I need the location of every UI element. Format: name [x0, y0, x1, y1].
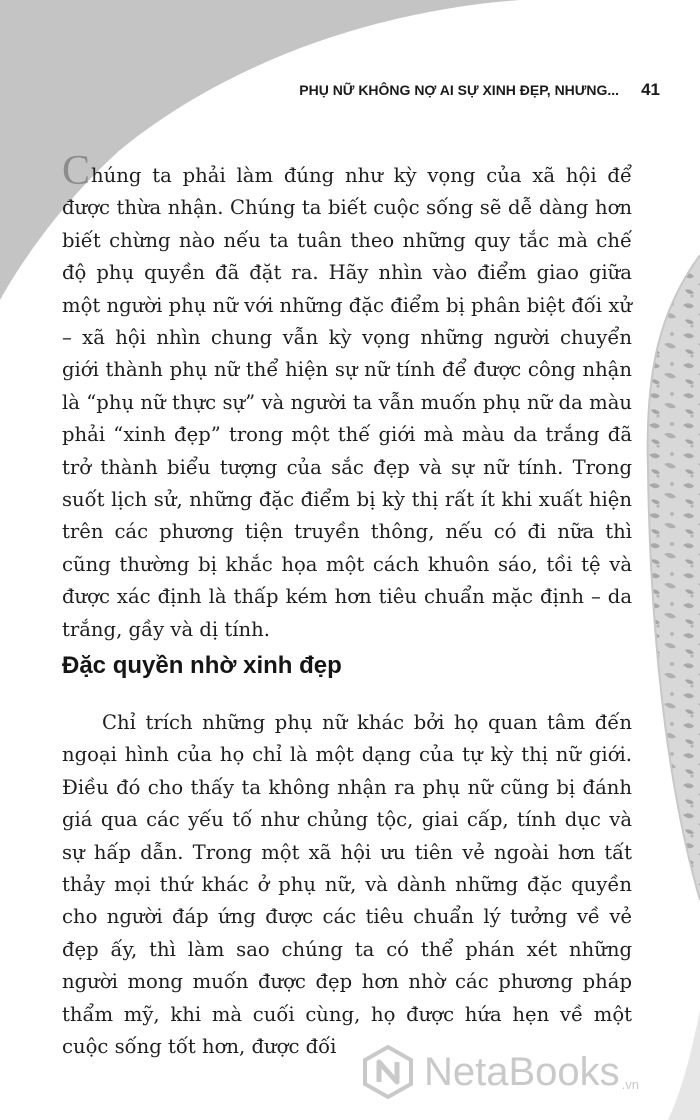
running-title: PHỤ NỮ KHÔNG NỢ AI SỰ XINH ĐẸP, NHƯNG...	[299, 82, 620, 98]
page-number: 41	[641, 80, 660, 99]
drop-cap: C	[62, 148, 91, 194]
section-body	[62, 707, 632, 1063]
opening-paragraph-text: húng ta phải làm đúng như kỳ vọng của xã hội để được thừa nhận. Chúng ta biết cuộc sống sẽ dễ dàng hơn biết chừng nào nếu ta tuân theo những quy tắc mà chế độ phụ quyền đã đặt ra. Hãy nhìn vào điểm giao giữa một người phụ nữ với những đặc điểm bị phân biệt đối xử – xã hội nhìn chung vẫn kỳ vọng những người chuyển giới thành phụ nữ thể hiện sự nữ tính để được công nhận là “phụ nữ thực sự” và người ta vẫn muốn phụ nữ da màu phải “xinh đẹp” trong một thế giới mà màu da trắng đã trở thành biểu tượng của sắc đẹp và sự nữ tính. Trong suốt lịch sử, những đặc điểm bị kỳ thị rất ít khi xuất hiện trên các phương tiện truyền thông, nếu có đi nữa thì cũng thường bị khắc họa một cách khuôn sáo, tồi tệ và được xác định là thấp kém hơn tiêu chuẩn mặc định – da trắng, gầy và dị tính.	[62, 164, 632, 641]
section-paragraph: Chỉ trích những phụ nữ khác bởi họ quan tâm đến ngoại hình của họ chỉ là một dạng của tự kỳ thị nữ giới. Điều đó cho thấy ta không nhận ra phụ nữ cũng bị đánh giá qua các yếu tố như chủng tộc, giai cấp, tính dục và sự hấp dẫn. Trong một xã hội ưu tiên vẻ ngoài hơn tất thảy mọi thứ khác ở phụ nữ, và dành những đặc quyền cho người đáp ứng được các tiêu chuẩn lý tưởng về vẻ đẹp ấy, thì làm sao chúng ta có thể phán xét những người mong muốn được đẹp hơn nhờ các phương pháp thẩm mỹ, khi mà cuối cùng, họ được hứa hẹn về một cuộc sống tốt hơn, được đối	[62, 711, 632, 1059]
watermark	[360, 1044, 639, 1100]
bottom-arc-decoration	[668, 1010, 700, 1120]
section-heading: Đặc quyền nhờ xinh đẹp	[62, 652, 342, 679]
opening-section	[62, 148, 632, 646]
watermark-text: NetaBooks	[424, 1049, 620, 1094]
netabooks-logo-icon	[360, 1044, 416, 1100]
running-header	[250, 80, 660, 100]
watermark-suffix: .vn	[621, 1077, 640, 1092]
opening-paragraph	[62, 148, 632, 646]
